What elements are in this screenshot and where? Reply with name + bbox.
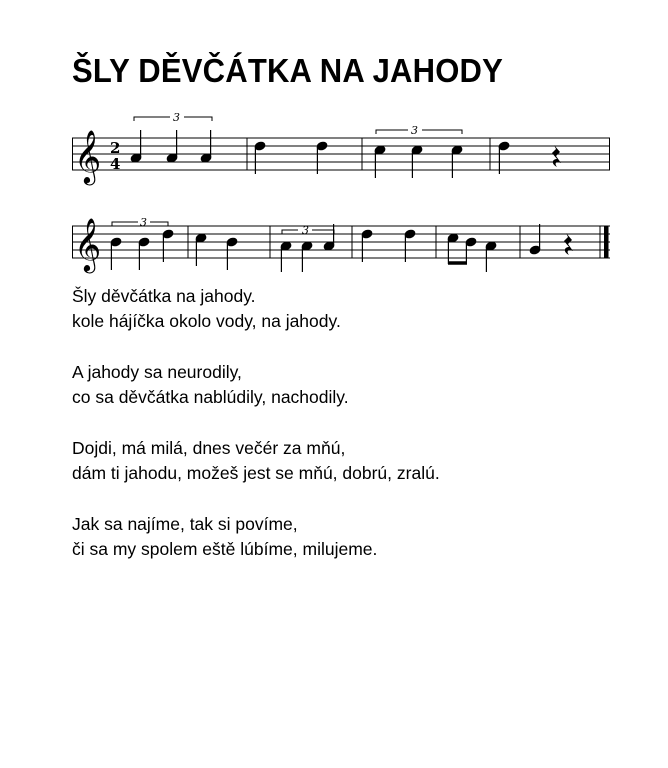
note — [498, 141, 510, 174]
note — [166, 130, 178, 163]
note — [138, 237, 150, 270]
song-title: ŠLY DĚVČÁTKA NA JAHODY — [72, 52, 504, 89]
stanza-3 — [72, 436, 632, 486]
lyric-line: co sa děvčátka nablúdily, nachodily. — [72, 387, 349, 407]
triplet-number: 3 — [411, 124, 418, 137]
triplet-number: 3 — [173, 111, 180, 124]
treble-clef-icon: 𝄞 — [74, 129, 102, 183]
note — [361, 229, 373, 262]
eighth-note-pair — [447, 233, 477, 264]
note — [280, 241, 292, 272]
note — [485, 241, 497, 272]
note — [323, 224, 335, 251]
note — [110, 237, 122, 270]
lyric-line: kole hájíčka okolo vody, na jahody. — [72, 311, 341, 331]
final-barline-thick — [604, 226, 609, 258]
triplet-number: 3 — [140, 216, 147, 229]
staff-lines — [72, 138, 610, 170]
note — [162, 229, 174, 262]
lyric-line: dám ti jahodu, možeš jest se mňú, dobrú, zralú. — [72, 463, 440, 483]
note — [226, 237, 238, 270]
lyric-line: Šly děvčátka na jahody. — [72, 286, 256, 306]
stanza-4 — [72, 512, 632, 562]
time-signature-top: 2 — [110, 139, 121, 157]
treble-clef-icon: 𝄞 — [74, 217, 102, 271]
staff-lines — [72, 226, 610, 258]
lyric-line: či sa my spolem eště lúbíme, milujeme. — [72, 539, 378, 559]
note — [529, 224, 541, 255]
note — [374, 145, 386, 178]
lyric-line: Jak sa najíme, tak si povíme, — [72, 514, 298, 534]
note — [451, 145, 463, 178]
triplet-bracket — [376, 130, 462, 134]
note — [200, 130, 212, 163]
lyrics — [72, 284, 632, 588]
stanza-2 — [72, 360, 632, 410]
note — [404, 229, 416, 262]
note — [195, 233, 207, 266]
stanza-1 — [72, 284, 632, 334]
triplet-number: 3 — [302, 224, 309, 237]
time-signature-bottom: 4 — [110, 155, 121, 173]
quarter-rest-icon — [552, 145, 561, 167]
note — [316, 141, 328, 174]
music-staff-1 — [72, 108, 612, 198]
note — [254, 141, 266, 174]
note — [411, 145, 423, 178]
quarter-rest-icon — [564, 233, 573, 255]
lyric-line: Dojdi, má milá, dnes večér za mňú, — [72, 438, 346, 458]
note — [130, 130, 142, 163]
note — [301, 241, 313, 272]
lyric-line: A jahody sa neurodily, — [72, 362, 242, 382]
